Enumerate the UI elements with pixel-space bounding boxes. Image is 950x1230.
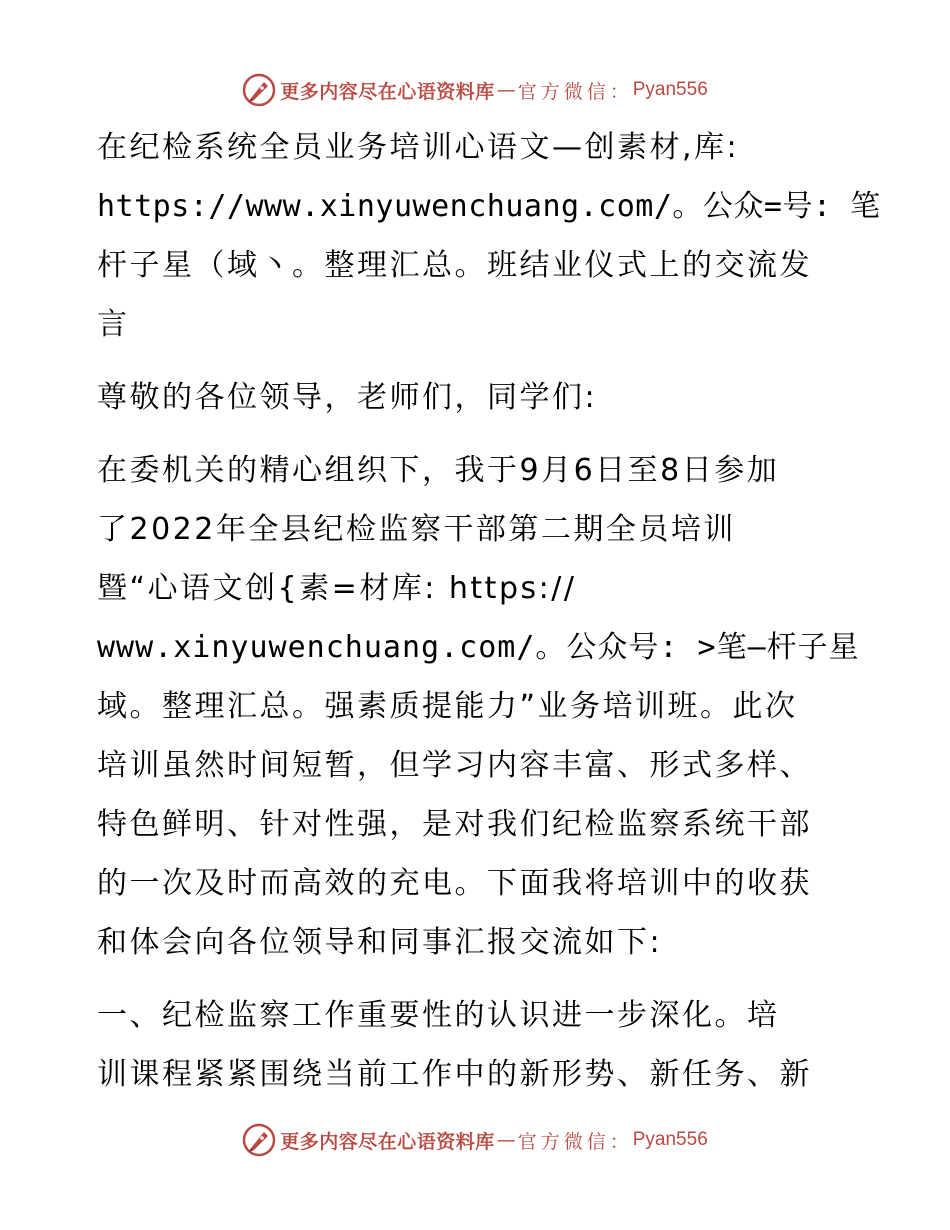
text-line: 特色鲜明、针对性强，是对我们纪检监察系统干部 — [97, 807, 812, 842]
text-line: 在委机关的精心组织下，我于9月6日至8日参加 — [97, 453, 780, 488]
text-line: 尊敬的各位领导，老师们，同学们: — [97, 380, 598, 415]
banner-wechat-id: Pyan556 — [632, 1129, 708, 1150]
text-line: 培训虽然时间短暂，但学习内容丰富、形式多样、 — [97, 748, 812, 783]
text-line: 和体会向各位领导和同事汇报交流如下: — [97, 925, 663, 960]
text-line: 言 — [97, 307, 130, 342]
banner-dash: — — [496, 1129, 516, 1151]
pen-nib-logo-icon — [242, 73, 276, 107]
header-watermark-banner — [0, 70, 950, 110]
greeting-paragraph — [97, 368, 857, 427]
document-body — [97, 118, 881, 1118]
banner-wechat-id: Pyan556 — [632, 79, 708, 100]
text-line: 训课程紧紧围绕当前工作中的新形势、新任务、新 — [97, 1057, 812, 1092]
text-line: https://www.xinyuwenchuang.com/。公众=号: 笔 — [97, 189, 881, 224]
banner-main-text: 更多内容尽在心语资料库 — [280, 1130, 495, 1153]
footer-watermark-banner — [0, 1120, 950, 1160]
banner-main-text: 更多内容尽在心语资料库 — [280, 80, 495, 103]
title-paragraph — [97, 118, 881, 354]
text-line: 了2022年全县纪检监察干部第二期全员培训 — [97, 512, 736, 547]
text-line: 一、纪检监察工作重要性的认识进一步深化。培 — [97, 998, 780, 1033]
text-line: www.xinyuwenchuang.com/。公众号: >笔—杆子星 — [97, 630, 860, 665]
banner-sub-text: 官方微信： — [517, 80, 633, 103]
pen-nib-logo-icon — [242, 1123, 276, 1157]
text-line: 暨“心语文创{素=材库: https:// — [97, 571, 577, 606]
banner-sub-text: 官方微信： — [517, 1130, 633, 1153]
banner-dash: — — [496, 79, 516, 101]
text-line: 的一次及时而高效的充电。下面我将培训中的收获 — [97, 866, 812, 901]
body-paragraph-1 — [97, 441, 860, 972]
text-line: 杆子星（域丶。整理汇总。班结业仪式上的交流发 — [97, 248, 812, 283]
body-paragraph-2 — [97, 986, 857, 1104]
text-line: 在纪检系统全员业务培训心语文—创素材,库: — [97, 130, 740, 165]
text-line: 域。整理汇总。强素质提能力”业务培训班。此次 — [97, 689, 798, 724]
